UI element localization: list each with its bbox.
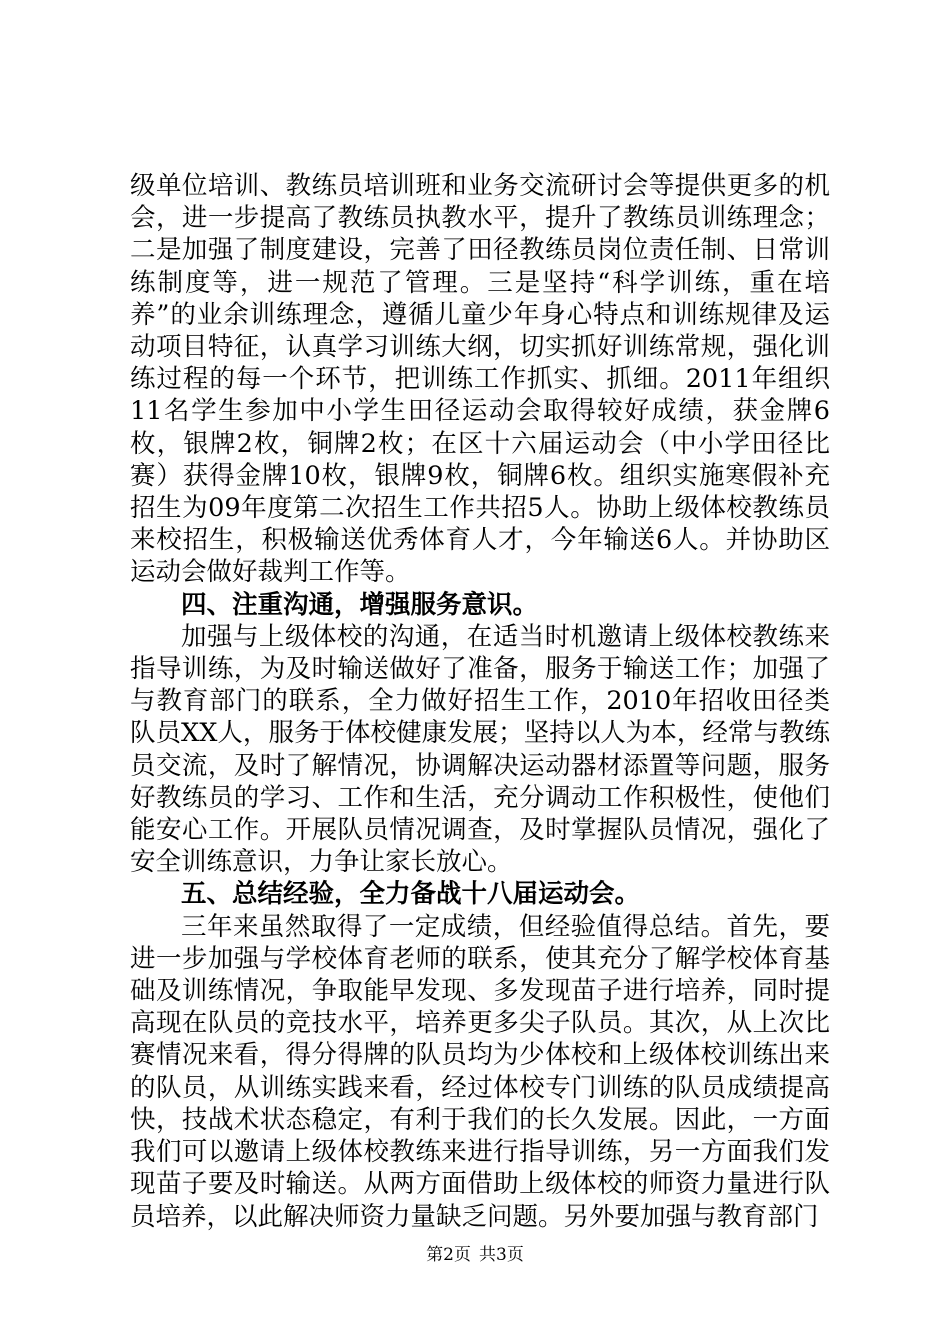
paragraph-continuation: 级单位培训、教练员培训班和业务交流研讨会等提供更多的机会，进一步提高了教练员执教水平，提升了教练员训练理念；二是加强了制度建设，完善了田径教练员岗位责任制、日常训练制度等，进一规范了管理。三是坚持“科学训练，重在培养”的业余训练理念，遵循儿童少年身心特点和训练规律及运动项目特征，认真学习训练大纲，切实抓好训练常规，强化训练过程的每一个环节，把训练工作抓实、抓细。2011年组织11名学生参加中小学生田径运动会取得较好成绩，获金牌6枚，银牌2枚，铜牌2枚；在区十六届运动会（中小学田径比赛）获得金牌10枚，银牌9枚，铜牌6枚。组织实施寒假补充招生为09年度第二次招生工作共招5人。协助上级体校教练员来校招生，积极输送优秀体育人才，今年输送6人。并协助区运动会做好裁判工作等。 [130, 171, 830, 588]
document-body [130, 170, 830, 1233]
section-heading-5: 五、总结经验，全力备战十八届运动会。 [181, 879, 641, 910]
paragraph-communication: 加强与上级体校的沟通，在适当时机邀请上级体校教练来指导训练，为及时输送做好了准备，服务于输送工作；加强了与教育部门的联系，全力做好招生工作，2010年招收田径类队员XX人，服务于体校健康发展；坚持以人为本，经常与教练员交流，及时了解情况，协调解决运动器材添置等问题，服务好教练员的学习、工作和生活，充分调动工作积极性，使他们能安心工作。开展队员情况调查，及时掌握队员情况，强化了安全训练意识，力争让家长放心。 [130, 621, 830, 878]
page-number: 第2页 [426, 1245, 471, 1265]
paragraph-summary: 三年来虽然取得了一定成绩，但经验值得总结。首先，要进一步加强与学校体育老师的联系，使其充分了解学校体育基础及训练情况，争取能早发现、多发现苗子进行培养，同时提高现在队员的竞技水平，培养更多尖子队员。其次，从上次比赛情况来看，得分得牌的队员均为少体校和上级体校训练出来的队员，从训练实践来看，经过体校专门训练的队员成绩提高快，技战术状态稳定，有利于我们的长久发展。因此，一方面我们可以邀请上级体校教练来进行指导训练，另一方面我们发现苗子要及时输送。从两方面借助上级体校的师资力量进行队员培养，以此解决师资力量缺乏问题。另外要加强与教育部门 [130, 911, 830, 1232]
section-heading-4: 四、注重沟通，增强服务意识。 [181, 589, 539, 620]
page-total: 共3页 [479, 1245, 524, 1265]
page-footer [0, 1244, 950, 1266]
